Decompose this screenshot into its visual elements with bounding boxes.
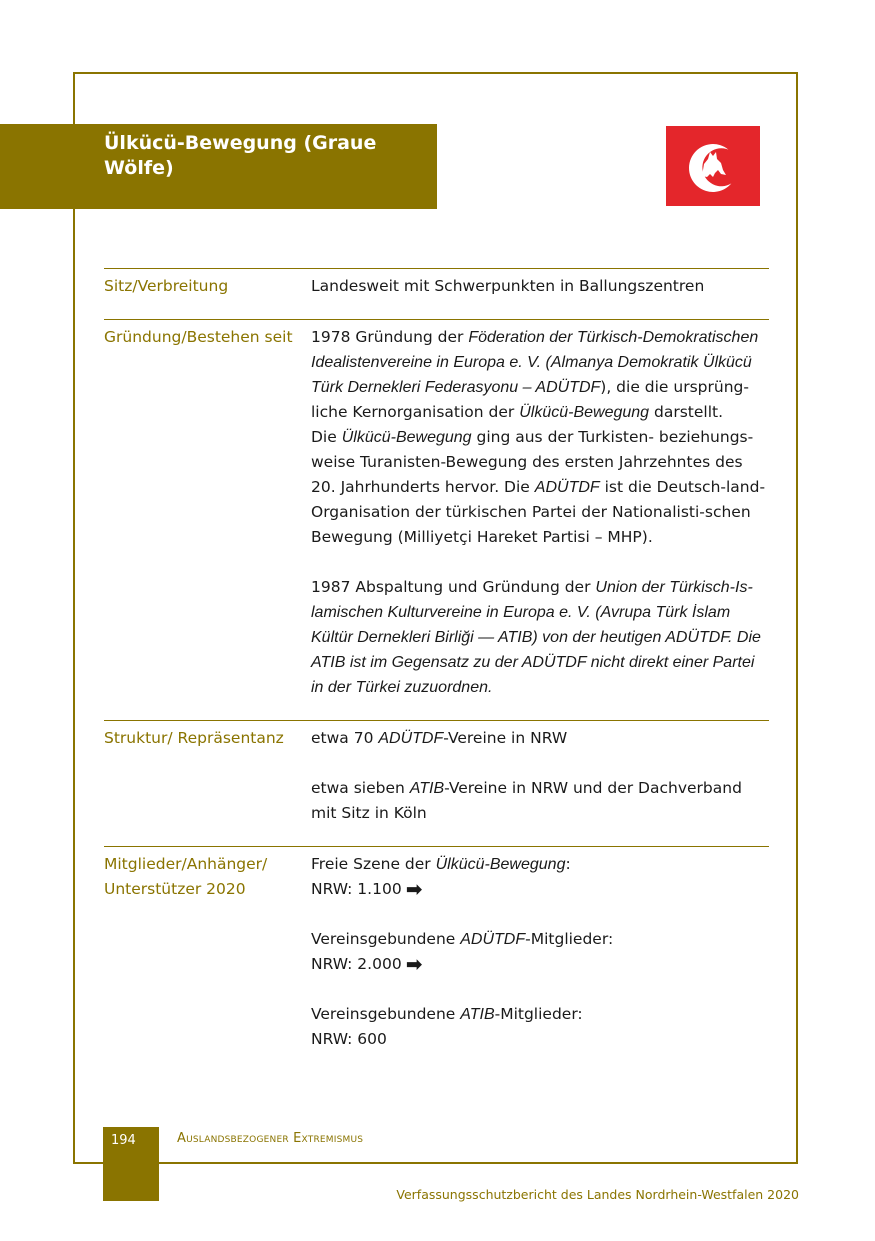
paragraph: 1978 Gründung der Föderation der Türkisch-Demokratischen Idealistenvereine in Europa e. V. (Almanya Demokratik Ülkücü Türk Dernekleri Federasyonu – ADÜTDF), die die ursprüng-liche Kernorganisation der Ülkücü-Bewegung darstellt. <box>311 328 759 421</box>
paragraph: Freie Szene der Ülkücü-Bewegung: <box>311 855 571 873</box>
row-label: Gründung/Bestehen seit <box>104 328 293 346</box>
paragraph: Die Ülkücü-Bewegung ging aus der Turkisten- beziehungs-weise Turanisten-Bewegung des ersten Jahrzehntes des 20. Jahrhunderts hervor. Die ADÜTDF ist die Deutsch-land-Organisation der türkischen Partei der Nationalisti-schen Bewegung (Milliyetçi Hareket Partisi – MHP). <box>311 428 766 546</box>
member-count: NRW: 600 <box>311 1030 387 1048</box>
row-mitglieder <box>104 846 769 1072</box>
row-content <box>311 325 769 700</box>
row-sitz <box>104 268 769 319</box>
row-label: Sitz/Verbreitung <box>104 277 229 295</box>
member-count: NRW: 1.100 ➡ <box>311 877 423 901</box>
profile-table <box>104 268 769 1072</box>
arrow-right-icon: ➡ <box>405 877 423 901</box>
running-header: Auslandsbezogener Extremismus <box>177 1131 364 1146</box>
paragraph: 1987 Abspaltung und Gründung der Union der Türkisch-Is-lamischen Kulturvereine in Europa e. V. (Avrupa Türk İslam Kültür Dernekleri Birliği — ATIB) von der heutigen ADÜTDF. Die ATIB ist im Gegensatz zu der ADÜTDF nicht direkt einer Partei in der Türkei zuzuordnen. <box>311 578 761 696</box>
page-number: 194 <box>103 1127 159 1201</box>
grey-wolf-crescent-icon <box>666 126 760 206</box>
row-label: Mitglieder/Anhänger/ Unterstützer 2020 <box>104 855 268 898</box>
row-content <box>311 726 769 826</box>
paragraph: Vereinsgebundene ADÜTDF-Mitglieder: <box>311 930 614 948</box>
paragraph: etwa sieben ATIB-Vereine in NRW und der Dachverband mit Sitz in Köln <box>311 779 742 822</box>
row-content: Landesweit mit Schwerpunkten in Ballungszentren <box>311 277 705 295</box>
paragraph: Vereinsgebundene ATIB-Mitglieder: <box>311 1005 583 1023</box>
member-count: NRW: 2.000 ➡ <box>311 952 423 976</box>
row-label: Struktur/ Repräsentanz <box>104 729 284 747</box>
row-struktur <box>104 720 769 846</box>
paragraph: etwa 70 ADÜTDF-Vereine in NRW <box>311 729 568 747</box>
row-gruendung <box>104 319 769 720</box>
section-title-text: Ülkücü-Bewegung (Graue Wölfe) <box>104 132 377 179</box>
arrow-right-icon: ➡ <box>405 952 423 976</box>
row-content <box>311 852 769 1052</box>
section-title <box>0 124 437 209</box>
footer-text: Verfassungsschutzbericht des Landes Nordrhein-Westfalen 2020 <box>396 1187 799 1202</box>
